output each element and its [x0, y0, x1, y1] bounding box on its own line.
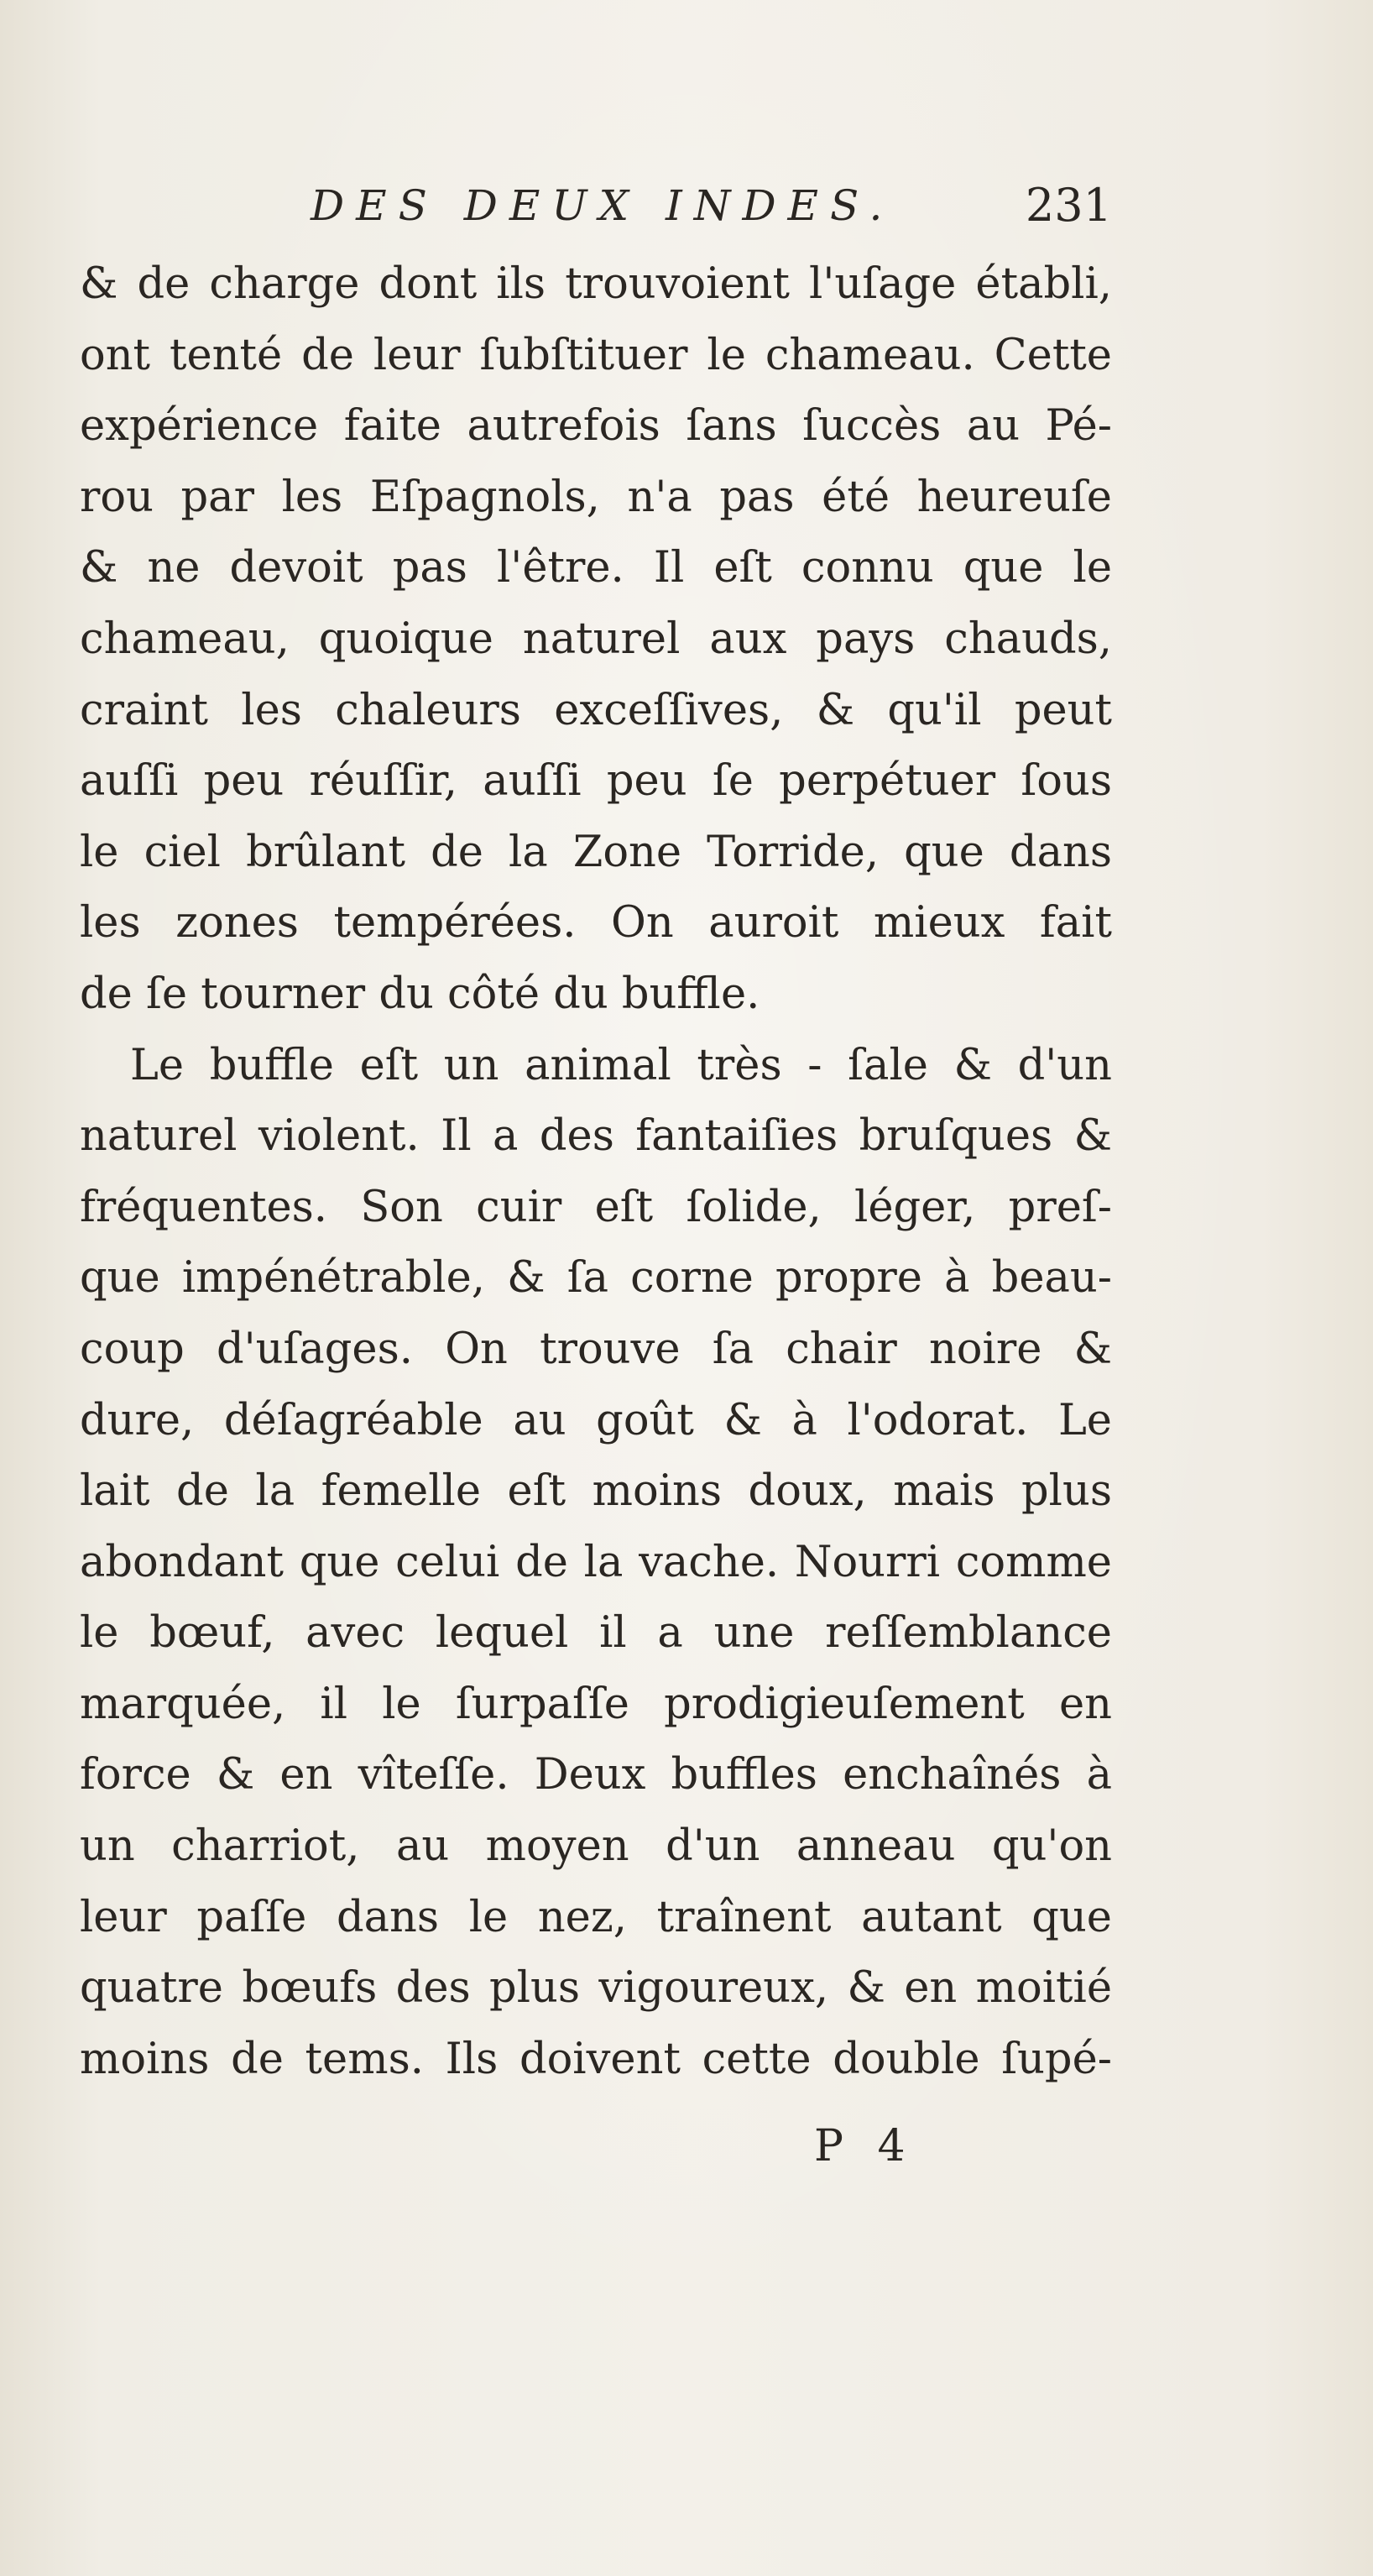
text-line: & de charge dont ils trouvoient l'uſage établi,	[80, 259, 1112, 309]
text-line: auſſi peu réuſſir, auſſi peu ſe perpétuer ſous	[80, 756, 1112, 807]
signature-mark: P 4	[814, 2121, 916, 2171]
text-line: que impénétrable, & ſa corne propre à beau-	[80, 1253, 1112, 1304]
text-line: les zones tempérées. On auroit mieux fait	[80, 898, 1112, 948]
running-head	[80, 176, 1112, 235]
page-number: 231	[1025, 179, 1112, 232]
text-line: lait de la femelle eſt moins doux, mais plus	[80, 1466, 1112, 1517]
text-line: abondant que celui de la vache. Nourri comme	[80, 1537, 1112, 1587]
text-line: coup d'uſages. On trouve ſa chair noire &	[80, 1324, 1112, 1374]
text-line: rou par les Eſpagnols, n'a pas été heureuſe	[80, 472, 1112, 522]
text-line: ont tenté de leur ſubſtituer le chameau. Cette	[80, 330, 1112, 380]
text-line: un charriot, au moyen d'un anneau qu'on	[80, 1821, 1112, 1872]
text-line: le bœuf, avec lequel il a une reſſemblance	[80, 1608, 1112, 1659]
text-line: marquée, il le ſurpaſſe prodigieuſement en	[80, 1679, 1112, 1729]
body-text	[80, 249, 1112, 2095]
text-line: Le buffle eſt un animal très - ſale & d'un	[130, 1040, 1112, 1090]
text-line: quatre bœufs des plus vigoureux, & en moitié	[80, 1963, 1112, 2014]
text-line: force & en vîteſſe. Deux buffles enchaînés à	[80, 1750, 1112, 1800]
paragraph	[80, 249, 1112, 1031]
text-line: le ciel brûlant de la Zone Torride, que dans	[80, 827, 1112, 877]
text-line: de ſe tourner du côté du buffle.	[80, 969, 760, 1019]
text-line: expérience faite autrefois ſans ſuccès au Pé-	[80, 401, 1112, 452]
text-line: dure, déſagréable au goût & à l'odorat. Le	[80, 1395, 1112, 1445]
text-line: fréquentes. Son cuir eſt ſolide, léger, preſ-	[80, 1182, 1112, 1232]
text-line: naturel violent. Il a des fantaiſies bruſques &	[80, 1111, 1112, 1162]
text-line: chameau, quoique naturel aux pays chauds,	[80, 614, 1112, 664]
text-line: moins de tems. Ils doivent cette double ſupé-	[80, 2034, 1112, 2084]
paragraph	[80, 1031, 1112, 2096]
text-line: leur paſſe dans le nez, traînent autant que	[80, 1892, 1112, 1942]
text-line: & ne devoit pas l'être. Il eſt connu que le	[80, 543, 1112, 593]
text-line: craint les chaleurs exceſſives, & qu'il peut	[80, 685, 1112, 735]
running-title: DES DEUX INDES.	[311, 181, 895, 230]
